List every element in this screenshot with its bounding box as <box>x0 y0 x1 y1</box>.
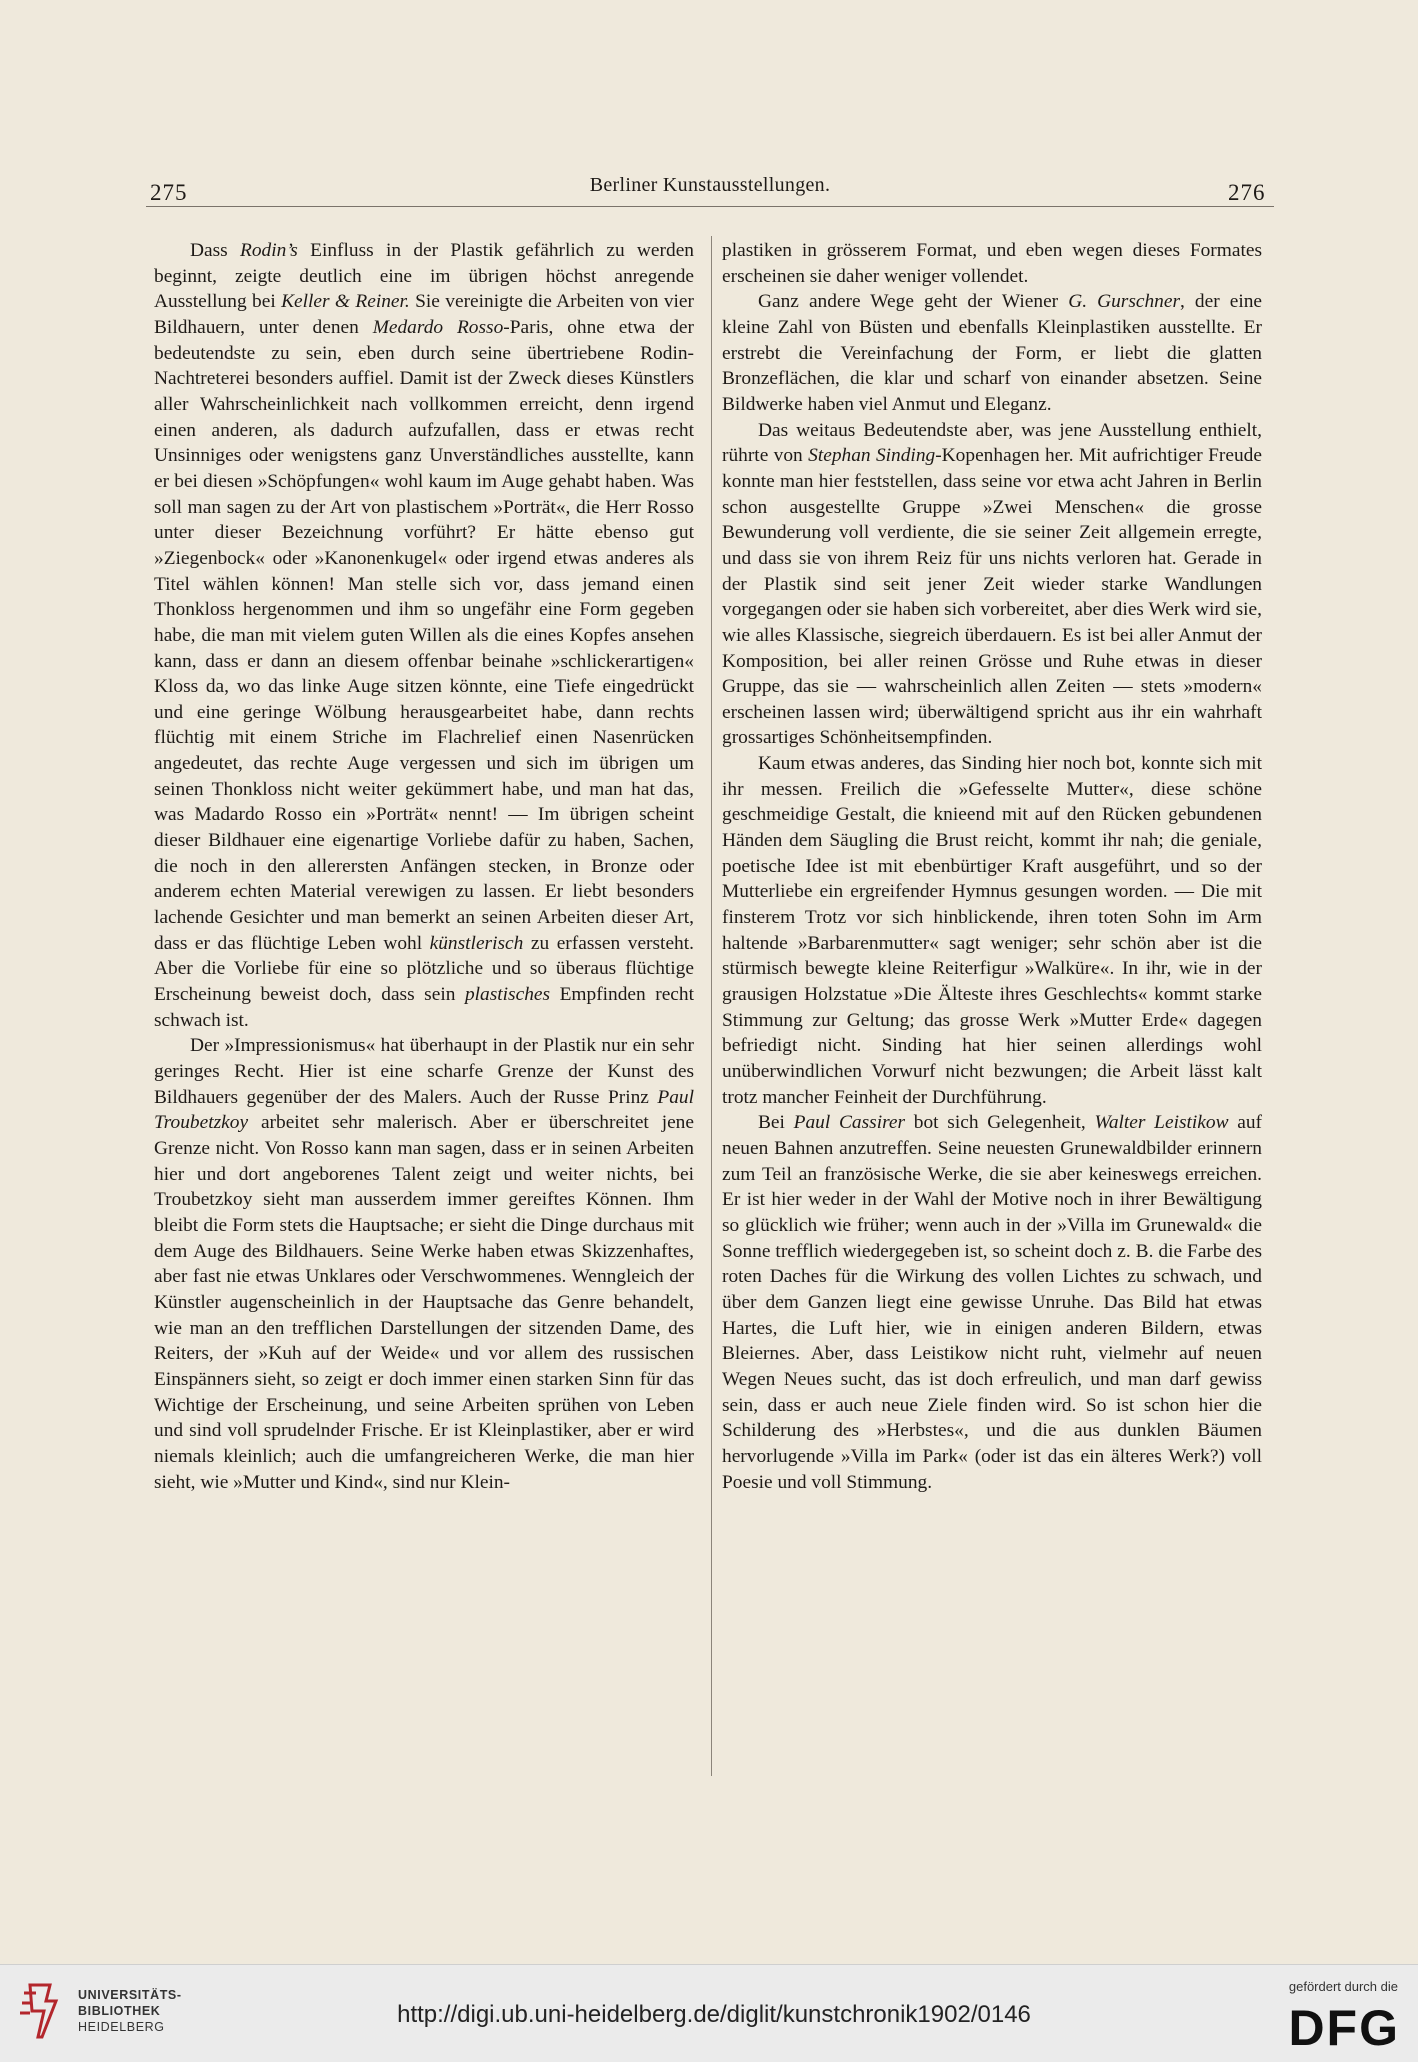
paragraph-rodin: Dass Rodin’s Einfluss in der Plastik gefährlich zu werden beginnt, zeigte deutlich eine im übrigen höchst anregende Ausstellung bei Keller & Reiner. Sie vereinigte die Arbeiten von vier Bildhauern, unter denen Medardo Rosso-Paris, ohne etwa der bedeutendste zu sein, eben durch seine übertriebene Rodin-Nachtreterei besonders auffiel. Damit ist der Zweck dieses Künstlers aller Wahrscheinlichkeit nach vollkommen erreicht, denn irgend einen anderen, als dadurch aufzufallen, dass er etwas recht Unsinniges oder wenigstens ganz Unverständliches ausstellte, kann er bei diesen »Schöpfungen« wohl kaum im Auge gehabt haben. Was soll man sagen zu der Art von plastischem »Porträt«, die Herr Rosso unter dieser Bezeichnung vorführt? Er hätte ebenso gut »Ziegenbock« oder »Kanonenkugel« oder irgend etwas anderes als Titel wählen können! Man stelle sich vor, dass jemand einen Thonkloss hergenommen und ihm so ungefähr eine Form gegeben habe, die man mit vielem guten Willen als die eines Kopfes ansehen kann, dass er dann an diesem offenbar beinahe »schlickerartigen« Kloss da, wo das linke Auge sitzen könnte, eine Tiefe eingedrückt und eine geringe Wölbung herausgearbeitet habe, dann rechts flüchtig mit einem Striche im Flachrelief einen Nasenrücken angedeutet, das rechte Auge vergessen und sich im übrigen um seinen Thonkloss nicht weiter gekümmert habe, und man hat das, was Madardo Rosso ein »Porträt« nennt! — Im übrigen scheint dieser Bildhauer eine eigenartige Vorliebe dafür zu haben, Sachen, die noch in den allerersten Anfängen stecken, in Bronze oder anderem echten Material verewigen zu lassen. Er liebt besonders lachende Gesichter und man bemerkt an seinen Arbeiten dieser Art, dass er das flüchtige Leben wohl künstlerisch zu erfassen versteht. Aber die Vorliebe für eine so plötzliche und so überaus flüchtige Erscheinung beweist doch, dass sein plastisches Empfinden recht schwach ist. <box>154 240 694 1031</box>
paragraph-impressionismus: Der »Impressionismus« hat überhaupt in der Plastik nur ein sehr geringes Recht. Hier ist eine scharfe Grenze der Kunst des Bildhauers gegenüber der des Malers. Auch der Russe Prinz Paul Troubetzkoy arbeitet sehr malerisch. Aber er überschreitet jene Grenze nicht. Von Rosso kann man sagen, dass er in seinen Arbeiten hier und dort angeborenes Talent zeigt und weiter nichts, bei Troubetzkoy sieht man ausserdem immer gereiftes Können. Ihm bleibt die Form stets die Hauptsache; er sieht die Dinge durchaus mit dem Auge des Bildhauers. Seine Werke haben etwas Skizzenhaftes, aber fast nie etwas Unklares oder Verschwommenes. Wenngleich der Künstler augenscheinlich in der Hauptsache das Genre behandelt, wie man an den trefflichen Darstellungen der sitzenden Dame, des Reiters, der »Kuh auf der Weide« und vor allem des russischen Einspänners sieht, so zeigt er doch immer einen starken Sinn für das Wichtige der Erscheinung, und seine Arbeiten sprühen von Leben und sind voll sprudelnder Frische. Er ist Kleinplastiker, aber er wird niemals kleinlich; auch die umfangreicheren Werke, die man hier sieht, wie »Mutter und Kind«, sind nur Klein- <box>154 1035 694 1493</box>
paragraph-gurschner: Ganz andere Wege geht der Wiener G. Gurschner, der eine kleine Zahl von Büsten und ebenfalls Kleinplastiken ausstellte. Er erstrebt die Vereinfachung der Form, er liebt die glatten Bronzeflächen, die klar und scharf von einander absetzen. Seine Bildwerke haben viel Anmut und Eleganz. <box>722 291 1263 415</box>
paragraph-sinding: Das weitaus Bedeutendste aber, was jene Ausstellung enthielt, rührte von Stephan Sinding-Kopenhagen her. Mit aufrichtiger Freude konnte man hier feststellen, dass seine vor etwa acht Jahren in Berlin schon ausgestellte Gruppe »Zwei Menschen« die grosse Bewunderung voll verdiente, die sie seiner Zeit allgemein erregte, und dass sie von ihrem Reiz für uns nichts verloren hat. Gerade in der Plastik sind seit jener Zeit wieder starke Wandlungen vorgegangen oder sie haben sich vorbereitet, aber dies Werk wird sie, wie alles Klassische, siegreich überdauern. Es ist bei aller Anmut der Komposition, bei aller reinen Grösse und Ruhe etwas in dieser Gruppe, das sie — wahrscheinlich allen Zeiten — stets »modern« erscheinen lassen wird; überwältigend spricht aus ihr ein wahrhaft grossartiges Schönheitsempfinden. <box>722 419 1262 749</box>
university-library-logo-icon <box>16 1979 64 2043</box>
funded-by-label: gefördert durch die <box>1288 1979 1398 1994</box>
dfg-logo: DFG <box>1288 2000 1400 2056</box>
page-number-right: 276 <box>1228 180 1266 205</box>
footer-bar <box>0 1964 1418 2062</box>
page-number-left: 275 <box>150 180 188 205</box>
university-library-name: UNIVERSITÄTS- BIBLIOTHEK HEIDELBERG <box>78 1988 182 2034</box>
running-head: Berliner Kunstausstellungen. <box>589 174 831 196</box>
column-rule <box>711 236 712 1776</box>
header-rule <box>146 206 1274 207</box>
left-column <box>154 238 694 1495</box>
paragraph-continuation: plastiken in grösserem Format, und eben wegen dieses Formates erscheinen sie daher weniger vollendet. <box>722 240 1262 287</box>
paragraph-leistikow: Bei Paul Cassirer bot sich Gelegenheit, Walter Leistikow auf neuen Bahnen anzutreffen. Seine neuesten Grunewaldbilder erinnern zum Teil an französische Werke, die sie aber keineswegs erreichen. Er ist hier weder in der Wahl der Motive noch in ihrer Bewältigung so glücklich wie früher; wenn auch in der »Villa im Grunewald« die Sonne trefflich wiedergegeben ist, so scheint doch z. B. die Farbe des roten Daches für die Wirkung des vollen Lichtes zu schwach, und über dem Ganzen liegt eine gewisse Unruhe. Das Bild hat etwas Hartes, die Luft hier, wie in einigen anderen Bildern, etwas Bleiernes. Aber, dass Leistikow nicht ruht, vielmehr auf neuen Wegen Neues sucht, das ist doch erfreulich, und man darf gewiss sein, dass er auch neue Ziele finden wird. So ist schon hier die Schilderung des »Herbstes«, und die aus dunklen Bäumen hervorlugende »Villa im Park« (oder ist das ein älteres Werk?) voll Poesie und voll Stimmung. <box>722 1112 1262 1493</box>
source-url[interactable]: http://digi.ub.uni-heidelberg.de/diglit/kunstchronik1902/0146 <box>397 2001 1031 2028</box>
right-column <box>722 238 1262 1495</box>
paragraph-sinding-works: Kaum etwas anderes, das Sinding hier noch bot, konnte sich mit ihr messen. Freilich die »Gefesselte Mutter«, diese schöne geschmeidige Gestalt, die knieend mit auf den Rücken gebundenen Händen dem Säugling die Brust reicht, kommt ihr nah; die geniale, poetische Idee ist mit ebenbürtiger Kraft ausgeführt, und so der Mutterliebe ein ergreifender Hymnus gesungen worden. — Die mit finsterem Trotz vor sich hinblickende, ihren toten Sohn im Arm haltende »Barbarenmutter« sagt weniger; sehr schön aber ist die stürmisch bewegte kleine Reiterfigur »Walküre«. In ihr, wie in der grausigen Holzstatue »Die Älteste ihres Geschlechts« kommt starke Stimmung zur Geltung; das grosse Werk »Mutter Erde« dagegen befriedigt nicht. Sinding hat hier seinen allerdings wohl unüberwindlichen Vorwurf nicht bezwungen; die Arbeit lässt kalt trotz mancher Feinheit der Durchführung. <box>722 753 1262 1108</box>
